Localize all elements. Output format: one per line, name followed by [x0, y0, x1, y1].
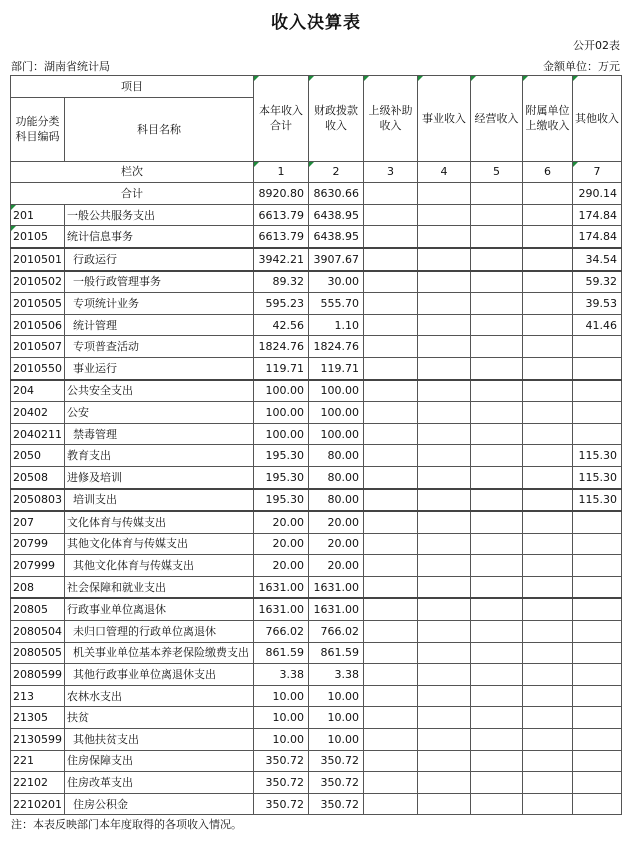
total-row	[11, 183, 622, 205]
row-fiscal: 350.72	[309, 772, 364, 794]
row-fiscal: 861.59	[309, 642, 364, 664]
row-fiscal: 1824.76	[309, 336, 364, 358]
row-fiscal: 100.00	[309, 402, 364, 424]
row-total: 10.00	[254, 729, 309, 751]
row-code: 204	[11, 380, 65, 402]
row-total: 6613.79	[254, 226, 309, 248]
row-total: 100.00	[254, 423, 309, 445]
row-fiscal: 20.00	[309, 533, 364, 555]
table-row	[11, 489, 622, 512]
table-row	[11, 685, 622, 707]
column-row-label: 栏次	[11, 161, 254, 183]
row-code: 2010505	[11, 293, 65, 315]
table-row	[11, 772, 622, 794]
row-other: 115.30	[573, 489, 622, 512]
header-operating: 经营收入	[471, 76, 523, 162]
row-total: 20.00	[254, 533, 309, 555]
row-total: 20.00	[254, 555, 309, 577]
row-total: 350.72	[254, 750, 309, 772]
row-other	[573, 621, 622, 643]
row-total: 42.56	[254, 314, 309, 336]
row-name: 统计管理	[65, 314, 254, 336]
row-name: 扶贫	[65, 707, 254, 729]
row-other	[573, 423, 622, 445]
row-fiscal: 20.00	[309, 511, 364, 533]
row-name: 未归口管理的行政单位离退休	[65, 621, 254, 643]
row-other	[573, 729, 622, 751]
row-total: 100.00	[254, 380, 309, 402]
row-code: 2080599	[11, 664, 65, 686]
total-row-total: 8920.80	[254, 183, 309, 205]
table-row	[11, 226, 622, 248]
row-code: 22102	[11, 772, 65, 794]
row-fiscal: 100.00	[309, 423, 364, 445]
row-fiscal: 10.00	[309, 707, 364, 729]
row-fiscal: 350.72	[309, 793, 364, 815]
table-row	[11, 642, 622, 664]
row-total: 100.00	[254, 402, 309, 424]
total-row-label: 合计	[11, 183, 254, 205]
table-row	[11, 466, 622, 488]
row-fiscal: 30.00	[309, 271, 364, 293]
row-total: 861.59	[254, 642, 309, 664]
row-total: 3942.21	[254, 248, 309, 271]
row-other	[573, 598, 622, 620]
row-code: 201	[11, 204, 65, 226]
income-table	[10, 75, 622, 815]
row-name: 教育支出	[65, 445, 254, 467]
header-func-code: 功能分类 科目编码	[11, 97, 65, 161]
row-other	[573, 750, 622, 772]
row-other	[573, 555, 622, 577]
table-row	[11, 664, 622, 686]
table-row	[11, 598, 622, 620]
column-number: 2	[309, 161, 364, 183]
row-fiscal: 6438.95	[309, 204, 364, 226]
row-fiscal: 119.71	[309, 357, 364, 379]
row-code: 20402	[11, 402, 65, 424]
header-superior: 上级补助 收入	[364, 76, 418, 162]
table-row	[11, 576, 622, 598]
row-code: 207999	[11, 555, 65, 577]
row-code: 2010550	[11, 357, 65, 379]
row-code: 208	[11, 576, 65, 598]
row-other	[573, 357, 622, 379]
row-code: 213	[11, 685, 65, 707]
row-name: 其他行政事业单位离退休支出	[65, 664, 254, 686]
row-fiscal: 1631.00	[309, 598, 364, 620]
row-fiscal: 555.70	[309, 293, 364, 315]
row-other	[573, 707, 622, 729]
row-name: 一般公共服务支出	[65, 204, 254, 226]
header-affiliated: 附属单位 上缴收入	[523, 76, 573, 162]
row-other	[573, 793, 622, 815]
table-row	[11, 621, 622, 643]
table-row	[11, 271, 622, 293]
row-code: 2130599	[11, 729, 65, 751]
row-total: 595.23	[254, 293, 309, 315]
row-code: 207	[11, 511, 65, 533]
row-other: 174.84	[573, 226, 622, 248]
row-code: 2010502	[11, 271, 65, 293]
column-number: 4	[418, 161, 471, 183]
row-fiscal: 80.00	[309, 466, 364, 488]
form-code: 公开02表	[573, 39, 620, 52]
row-total: 195.30	[254, 489, 309, 512]
row-name: 其他文化体育与传媒支出	[65, 533, 254, 555]
row-name: 其他扶贫支出	[65, 729, 254, 751]
row-fiscal: 1631.00	[309, 576, 364, 598]
row-code: 2050	[11, 445, 65, 467]
row-total: 1824.76	[254, 336, 309, 358]
row-code: 2050803	[11, 489, 65, 512]
table-row	[11, 314, 622, 336]
row-total: 1631.00	[254, 576, 309, 598]
row-code: 2210201	[11, 793, 65, 815]
row-fiscal: 766.02	[309, 621, 364, 643]
row-code: 221	[11, 750, 65, 772]
row-total: 10.00	[254, 685, 309, 707]
table-row	[11, 248, 622, 271]
row-name: 事业运行	[65, 357, 254, 379]
column-number: 3	[364, 161, 418, 183]
row-total: 6613.79	[254, 204, 309, 226]
row-code: 2010506	[11, 314, 65, 336]
row-total: 10.00	[254, 707, 309, 729]
table-row	[11, 533, 622, 555]
row-code: 2010501	[11, 248, 65, 271]
footnote: 注：本表反映部门本年度取得的各项收入情况。	[11, 818, 242, 831]
row-fiscal: 20.00	[309, 555, 364, 577]
table-row	[11, 402, 622, 424]
row-name: 社会保障和就业支出	[65, 576, 254, 598]
row-other	[573, 685, 622, 707]
row-other	[573, 642, 622, 664]
table-row	[11, 729, 622, 751]
row-other: 41.46	[573, 314, 622, 336]
header-other: 其他收入	[573, 76, 622, 162]
row-fiscal: 6438.95	[309, 226, 364, 248]
row-total: 3.38	[254, 664, 309, 686]
row-name: 其他文化体育与传媒支出	[65, 555, 254, 577]
table-row	[11, 555, 622, 577]
total-row-fiscal: 8630.66	[309, 183, 364, 205]
row-other	[573, 533, 622, 555]
row-total: 195.30	[254, 445, 309, 467]
row-name: 行政运行	[65, 248, 254, 271]
row-name: 专项统计业务	[65, 293, 254, 315]
row-fiscal: 80.00	[309, 445, 364, 467]
unit-label: 金额单位：万元	[543, 60, 620, 73]
row-code: 20105	[11, 226, 65, 248]
row-fiscal: 80.00	[309, 489, 364, 512]
row-name: 公共安全支出	[65, 380, 254, 402]
table-row	[11, 336, 622, 358]
header-fiscal: 财政拨款 收入	[309, 76, 364, 162]
row-other: 174.84	[573, 204, 622, 226]
column-number: 6	[523, 161, 573, 183]
row-total: 89.32	[254, 271, 309, 293]
row-other	[573, 576, 622, 598]
column-number: 7	[573, 161, 622, 183]
row-code: 2080505	[11, 642, 65, 664]
row-total: 350.72	[254, 772, 309, 794]
row-total: 195.30	[254, 466, 309, 488]
department-label: 部门：湖南省统计局	[11, 60, 110, 73]
row-code: 20508	[11, 466, 65, 488]
row-other	[573, 336, 622, 358]
row-other: 115.30	[573, 445, 622, 467]
row-other	[573, 664, 622, 686]
column-number: 5	[471, 161, 523, 183]
row-name: 统计信息事务	[65, 226, 254, 248]
table-row	[11, 204, 622, 226]
row-name: 住房改革支出	[65, 772, 254, 794]
row-name: 培训支出	[65, 489, 254, 512]
row-code: 2040211	[11, 423, 65, 445]
row-name: 公安	[65, 402, 254, 424]
row-other	[573, 402, 622, 424]
row-total: 1631.00	[254, 598, 309, 620]
header-item: 项目	[11, 76, 254, 98]
page-title: 收入决算表	[271, 13, 361, 33]
row-code: 20799	[11, 533, 65, 555]
table-row	[11, 423, 622, 445]
row-other: 59.32	[573, 271, 622, 293]
column-number-row	[11, 161, 622, 183]
row-code: 21305	[11, 707, 65, 729]
row-total: 766.02	[254, 621, 309, 643]
table-row	[11, 750, 622, 772]
column-number: 1	[254, 161, 309, 183]
table-row	[11, 293, 622, 315]
row-name: 进修及培训	[65, 466, 254, 488]
row-name: 专项普查活动	[65, 336, 254, 358]
row-code: 20805	[11, 598, 65, 620]
table-row	[11, 357, 622, 379]
table-row	[11, 511, 622, 533]
row-total: 350.72	[254, 793, 309, 815]
row-total: 119.71	[254, 357, 309, 379]
row-fiscal: 100.00	[309, 380, 364, 402]
row-other	[573, 511, 622, 533]
header-subject-name: 科目名称	[65, 97, 254, 161]
row-other: 115.30	[573, 466, 622, 488]
header-business: 事业收入	[418, 76, 471, 162]
row-fiscal: 3.38	[309, 664, 364, 686]
table-row	[11, 793, 622, 815]
row-fiscal: 10.00	[309, 685, 364, 707]
row-other	[573, 772, 622, 794]
row-name: 住房公积金	[65, 793, 254, 815]
header-total: 本年收入 合计	[254, 76, 309, 162]
table-row	[11, 380, 622, 402]
row-name: 住房保障支出	[65, 750, 254, 772]
row-name: 禁毒管理	[65, 423, 254, 445]
row-fiscal: 350.72	[309, 750, 364, 772]
row-other: 39.53	[573, 293, 622, 315]
row-name: 一般行政管理事务	[65, 271, 254, 293]
row-fiscal: 10.00	[309, 729, 364, 751]
row-name: 行政事业单位离退休	[65, 598, 254, 620]
row-name: 农林水支出	[65, 685, 254, 707]
row-fiscal: 1.10	[309, 314, 364, 336]
row-other	[573, 380, 622, 402]
row-name: 机关事业单位基本养老保险缴费支出	[65, 642, 254, 664]
row-total: 20.00	[254, 511, 309, 533]
table-row	[11, 445, 622, 467]
row-fiscal: 3907.67	[309, 248, 364, 271]
table-row	[11, 707, 622, 729]
row-other: 34.54	[573, 248, 622, 271]
row-code: 2080504	[11, 621, 65, 643]
row-code: 2010507	[11, 336, 65, 358]
total-row-other: 290.14	[573, 183, 622, 205]
row-name: 文化体育与传媒支出	[65, 511, 254, 533]
